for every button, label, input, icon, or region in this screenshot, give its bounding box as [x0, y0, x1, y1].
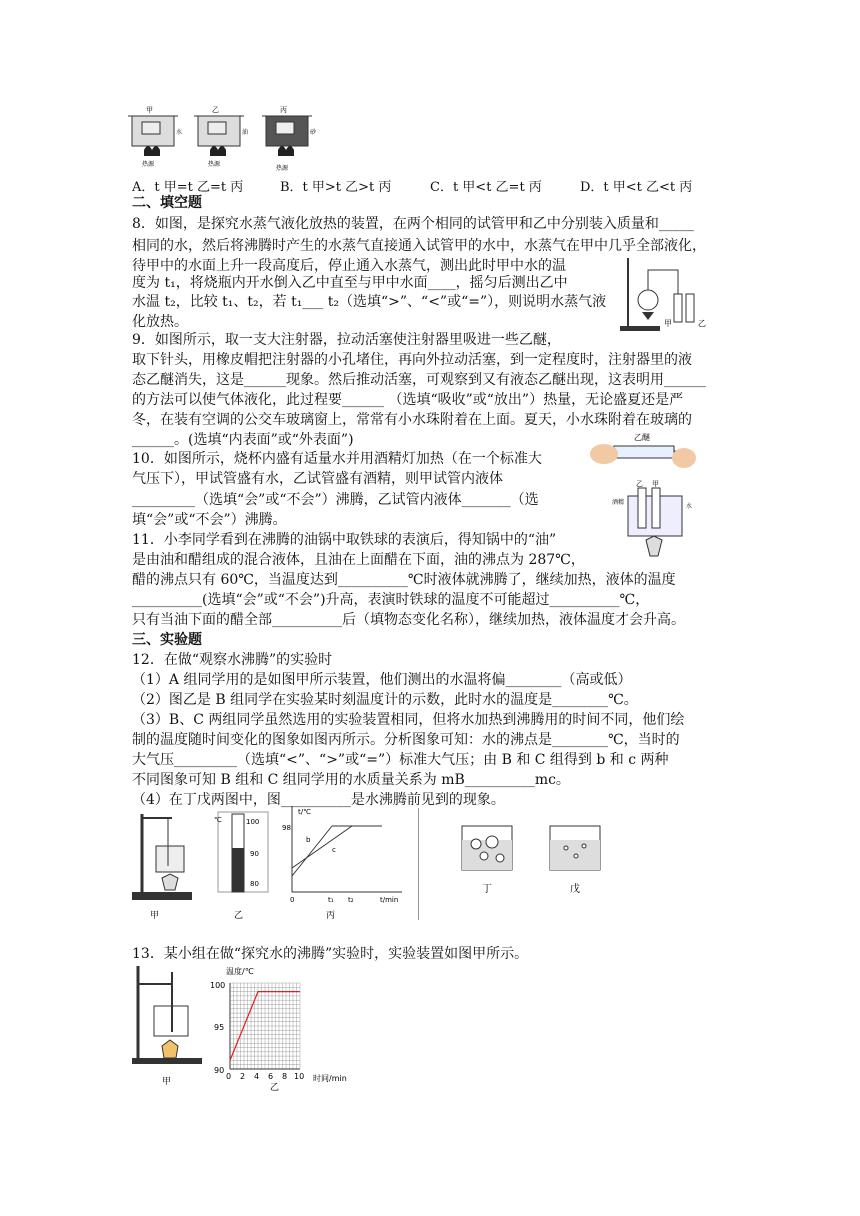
y-tick-label: 90	[214, 1066, 225, 1075]
svg-text:丁: 丁	[482, 884, 492, 895]
svg-text:丙: 丙	[280, 106, 287, 114]
svg-text:90: 90	[250, 850, 259, 858]
q10-line: 10．如图所示，烧杯内盛有适量水并用酒精灯加热（在一个标准大	[132, 451, 542, 467]
svg-text:热源: 热源	[276, 165, 289, 172]
q11-line: 只有当油下面的醋全部__________后（填物态变化名称），继续加热，液体温度才会升高。	[132, 612, 685, 628]
q12-line: 大气压_________（选填“<”、“>”或“=”）标准大气压；由 B 和 C 组得到 b 和 c 两种	[132, 752, 669, 768]
svg-text:甲: 甲	[162, 1077, 172, 1087]
chart-grid	[230, 983, 300, 1069]
svg-text:98: 98	[282, 824, 291, 832]
q12-figures	[128, 806, 418, 926]
x-tick-label: 10	[294, 1072, 305, 1081]
svg-text:砂: 砂	[310, 129, 317, 136]
q12-bubbles	[454, 820, 614, 910]
svg-text:80: 80	[250, 880, 259, 888]
q11-line: __________(选填“会”或“不会”)升高，表演时铁球的温度不可能超过__________℃，	[132, 592, 650, 608]
q8-apparatus	[618, 254, 718, 334]
svg-text:乙: 乙	[636, 480, 643, 488]
x-tick-label: 6	[268, 1072, 274, 1081]
q8-line: 相同的水，然后将沸腾时产生的水蒸气直接通入试管甲的水中，水蒸气在甲中几乎全部液化，	[132, 238, 706, 254]
svg-text:100: 100	[246, 818, 260, 826]
figure-divider	[418, 808, 419, 920]
svg-text:0: 0	[290, 896, 295, 904]
q10-line: _________（选填“会”或“不会”）沸腾，乙试管内液体_______（选	[132, 492, 539, 508]
beaker-ding	[462, 826, 512, 895]
svg-text:t/min: t/min	[380, 896, 399, 904]
svg-text:水: 水	[686, 503, 693, 510]
x-axis-label: 时间/min	[313, 1074, 347, 1083]
svg-text:乙: 乙	[698, 319, 706, 328]
q12-line: 制的温度随时间变化的图象如图丙所示。分析图象可知：水的沸点是________℃，当时的	[132, 732, 680, 748]
svg-text:热源: 热源	[208, 161, 221, 168]
y-tick-label: 95	[214, 1023, 225, 1032]
q13-line: 13．某小组在做“探究水的沸腾”实验时，实验装置如图甲所示。	[132, 946, 529, 962]
x-tick-label: 4	[254, 1072, 260, 1081]
q9-line: 取下针头，用橡皮帽把注射器的小孔堵住，再向外拉动活塞，到一定程度时，注射器里的液	[132, 352, 692, 368]
q12-graph	[282, 806, 402, 921]
svg-text:戊: 戊	[570, 884, 580, 895]
svg-text:水: 水	[176, 129, 183, 136]
q11-line: 11．小李同学看到在沸腾的油锅中取铁球的表演后，得知锅中的“油”	[132, 532, 557, 548]
beaker-jia	[128, 106, 182, 168]
q12-line: （1）A 组同学用的是如图甲所示装置，他们测出的水温将偏________（高或低）	[132, 672, 632, 688]
svg-text:甲: 甲	[150, 911, 160, 921]
q12-line: （2）图乙是 B 组同学在实验某时刻温度计的示数，此时水的温度是________℃。	[132, 692, 638, 708]
q12-thermometer	[214, 812, 268, 921]
q9-syringe	[588, 432, 698, 476]
y-axis-label: 温度/℃	[226, 967, 254, 976]
q12-line: 不同图象可知 B 组和 C 组同学用的水质量关系为 mB__________mc。	[132, 772, 570, 788]
q9-line: 的方法可以使气体液化，此过程要______ （选填“吸收”或“放出”）热量，无论盛夏还是严	[132, 392, 684, 408]
y-tick-label: 100	[210, 981, 226, 990]
q12-stand	[132, 814, 192, 921]
q9-line: 冬，在装有空调的公交车玻璃窗上，常常有小水珠附着在上面。夏天，小水珠附着在玻璃的	[132, 412, 692, 428]
beaker-wu	[550, 826, 600, 895]
svg-text:酒精: 酒精	[612, 499, 625, 506]
x-tick-label: 8	[282, 1072, 288, 1081]
q8-line: 水温 t₂，比较 t₁、t₂，若 t₁___ t₂（选填“>”、“<”或“=”），则说明水蒸气液	[132, 294, 607, 310]
q7-figures	[128, 104, 428, 176]
q9-line: 态乙醚消失，这是______现象。然后推动活塞，可观察到又有液态乙醚出现，这表明用______	[132, 372, 706, 388]
svg-text:甲: 甲	[664, 319, 672, 328]
x-tick-label: 0	[226, 1072, 232, 1081]
svg-text:乙: 乙	[212, 106, 219, 114]
svg-text:℃: ℃	[214, 816, 222, 824]
x-tick-label: 2	[240, 1072, 246, 1081]
q10-beaker	[612, 478, 702, 562]
svg-text:油: 油	[242, 129, 249, 136]
q8-line: 待甲中的水面上升一段高度后，停止通入水蒸气，测出此时甲中水的温	[132, 258, 566, 274]
q12-line: 12．在做“观察水沸腾”的实验时	[132, 652, 333, 668]
svg-text:热源: 热源	[142, 161, 155, 168]
q12-line: （4）在丁戊两图中，图__________是水沸腾前见到的现象。	[132, 792, 505, 808]
q12-line: （3）B、C 两组同学虽然选用的实验装置相同，但将水加热到沸腾用的时间不同，他们绘	[132, 712, 685, 728]
svg-text:t/℃: t/℃	[298, 808, 311, 816]
svg-text:甲: 甲	[146, 106, 153, 114]
option-a: A．t 甲=t 乙=t 丙	[132, 180, 244, 195]
q9-line: 9．如图所示，取一支大注射器，拉动活塞使注射器里吸进一些乙醚，	[132, 332, 561, 348]
svg-text:b: b	[306, 836, 311, 844]
svg-text:c: c	[332, 846, 336, 854]
svg-text:丙: 丙	[326, 911, 336, 921]
q10-line: 填“会”或“不会”）沸腾。	[132, 512, 287, 528]
option-b: B．t 甲>t 乙>t 丙	[280, 180, 392, 195]
svg-text:乙醚: 乙醚	[634, 433, 650, 442]
beaker-yi	[194, 106, 248, 168]
section-heading-2: 二、填空题	[132, 195, 202, 211]
q13-apparatus	[128, 962, 208, 1088]
q8-line: 度为 t₁，将烧瓶内开水倒入乙中直至与甲中水面____，摇匀后测出乙中	[132, 275, 568, 291]
option-d: D．t 甲<t 乙<t 丙	[580, 180, 693, 195]
q13-chart	[210, 966, 370, 1092]
q8-line: 化放热。	[132, 314, 188, 330]
option-c: C．t 甲<t 乙=t 丙	[430, 180, 542, 195]
svg-text:乙: 乙	[270, 1083, 280, 1092]
q8-line: 8．如图，是探究水蒸气液化放热的装置，在两个相同的试管甲和乙中分别装入质量和_____	[132, 216, 694, 232]
svg-text:t₁: t₁	[328, 896, 334, 904]
svg-text:t₂: t₂	[348, 896, 354, 904]
svg-text:乙: 乙	[234, 911, 244, 921]
q11-line: 醋的沸点只有 60℃，当温度达到__________℃时液体就沸腾了，继续加热，液体的温度	[132, 572, 676, 588]
beaker-bing	[262, 106, 317, 172]
q11-line: 是由油和醋组成的混合液体，且油在上面醋在下面，油的沸点为 287℃，	[132, 552, 585, 568]
svg-text:甲: 甲	[652, 480, 659, 488]
section-heading-3: 三、实验题	[132, 632, 202, 648]
q10-line: 气压下），甲试管盛有水，乙试管盛有酒精，则甲试管内液体	[132, 471, 503, 487]
q9-line: ______。(选填“内表面”或“外表面”)	[132, 432, 354, 448]
